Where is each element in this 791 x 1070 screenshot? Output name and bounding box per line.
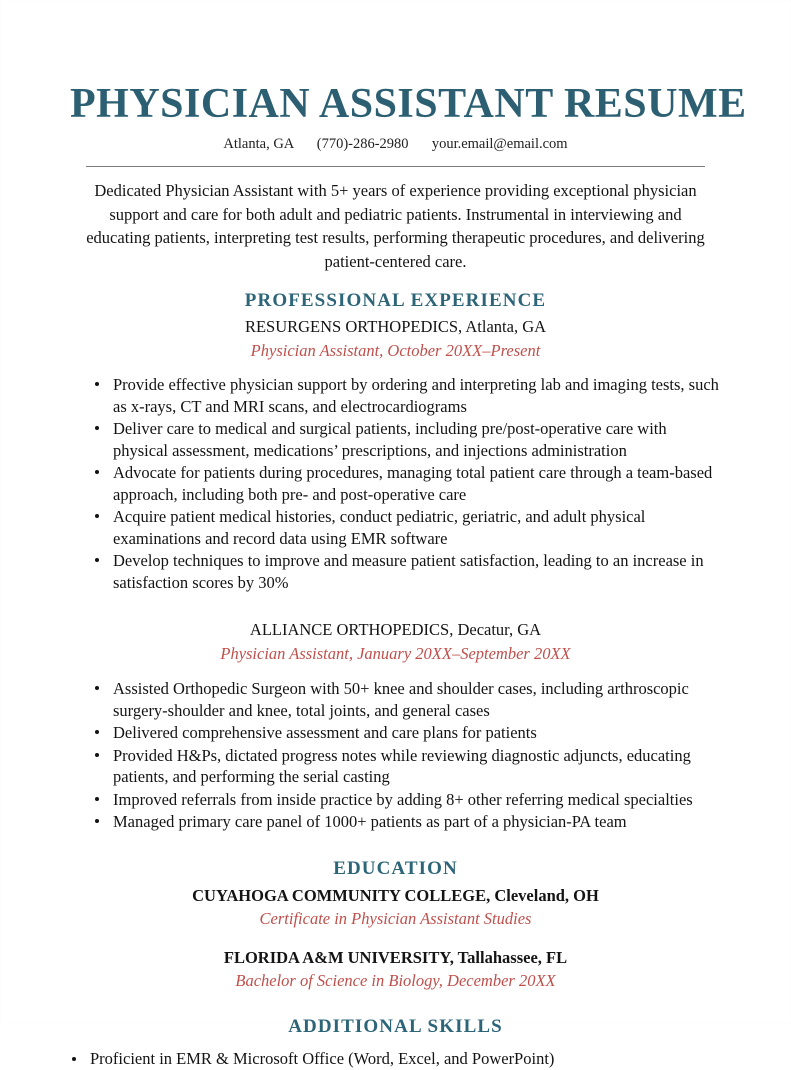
- list-item: [70, 506, 721, 549]
- summary-paragraph: Dedicated Physician Assistant with 5+ years of experience providing exceptional physician support and care for both adult and pediatric patients. Instrumental in interviewing and educating patients, interpreting test results, performing therapeutic procedures, and delivering patient-centered care.: [86, 181, 705, 271]
- contact-email[interactable]: your.email@email.com: [431, 136, 568, 152]
- bullet-icon: [95, 426, 99, 430]
- list-item: [70, 418, 721, 461]
- bullet-text: Develop techniques to improve and measure patient satisfaction, leading to an increase in satisfaction scores by 30%: [113, 551, 704, 592]
- bullet-text: Advocate for patients during procedures, managing total patient care through a team-based approach, including both pre- and post-operative care: [113, 463, 713, 504]
- experience-organization: RESURGENS ORTHOPEDICS, Atlanta, GA: [244, 317, 547, 336]
- bullet-icon: [95, 382, 99, 386]
- bullet-text: Managed primary care panel of 1000+ patients as part of a physician-PA team: [113, 812, 627, 831]
- education-degree: Bachelor of Science in Biology, December 20XX: [235, 970, 556, 990]
- list-item: [70, 374, 721, 417]
- education-degree: Certificate in Physician Assistant Studies: [259, 908, 532, 928]
- bullet-text: Improved referrals from inside practice by adding 8+ other referring medical specialties: [113, 789, 693, 809]
- bullet-text: Delivered comprehensive assessment and care plans for patients: [113, 723, 537, 742]
- bullet-icon: [72, 1057, 76, 1061]
- list-item: [70, 789, 721, 811]
- section-heading-education: EDUCATION: [333, 857, 458, 879]
- bullet-text: Assisted Orthopedic Surgeon with 50+ knee and shoulder cases, including arthroscopic surgery-shoulder and knee, total joints, and general cases: [113, 679, 689, 720]
- section-heading-experience: PROFESSIONAL EXPERIENCE: [244, 290, 547, 311]
- bullet-icon: [95, 819, 99, 823]
- bullet-icon: [95, 558, 99, 562]
- education-school: FLORIDA A&M UNIVERSITY, Tallahassee, FL: [223, 947, 568, 967]
- experience-job-title: Physician Assistant, October 20XX–Present: [250, 341, 541, 360]
- bullet-icon: [95, 686, 99, 690]
- bullet-text: Acquire patient medical histories, conduct pediatric, geriatric, and adult physical examinations and record data using EMR software: [113, 507, 646, 548]
- list-item: [70, 550, 721, 593]
- contact-phone[interactable]: (770)-286-2980: [316, 136, 409, 152]
- education-spacer: [70, 929, 721, 943]
- skills-bullets: [70, 1039, 721, 1070]
- job-spacer: [70, 594, 721, 616]
- list-item: [70, 1048, 721, 1070]
- bullet-text: Provided H&Ps, dictated progress notes while reviewing diagnostic adjuncts, educating patients, and performing the serial casting: [113, 745, 691, 786]
- list-item: [70, 811, 721, 833]
- experience-organization: ALLIANCE ORTHOPEDICS, Decatur, GA: [249, 620, 542, 639]
- contact-location: Atlanta, GA: [223, 136, 294, 152]
- list-item: [70, 678, 721, 721]
- bullet-icon: [95, 753, 99, 757]
- bullet-icon: [95, 470, 99, 474]
- bullet-text: Deliver care to medical and surgical patients, including pre/post-operative care with physical assessment, medications’ prescriptions, and injections administration: [113, 419, 667, 460]
- bullet-icon: [95, 730, 99, 734]
- list-item: [70, 745, 721, 788]
- bullet-text: Proficient in EMR & Microsoft Office (Word, Excel, and PowerPoint): [90, 1048, 555, 1068]
- bullet-text: Provide effective physician support by ordering and interpreting lab and imaging tests, such as x-rays, CT and MRI scans, and electrocardiograms: [113, 375, 719, 416]
- bullet-icon: [95, 797, 99, 801]
- page-title: PHYSICIAN ASSISTANT RESUME: [70, 81, 747, 127]
- education-school: CUYAHOGA COMMUNITY COLLEGE, Cleveland, OH: [192, 885, 599, 905]
- resume-content: [70, 0, 747, 1070]
- bullet-icon: [95, 514, 99, 518]
- list-item: [70, 462, 721, 505]
- contact-line: [70, 127, 721, 153]
- section-heading-skills: ADDITIONAL SKILLS: [288, 1015, 503, 1037]
- experience-bullets: [70, 362, 721, 593]
- list-item: [70, 722, 721, 744]
- experience-bullets: [70, 665, 721, 833]
- experience-job-title: Physician Assistant, January 20XX–September 20XX: [220, 644, 571, 663]
